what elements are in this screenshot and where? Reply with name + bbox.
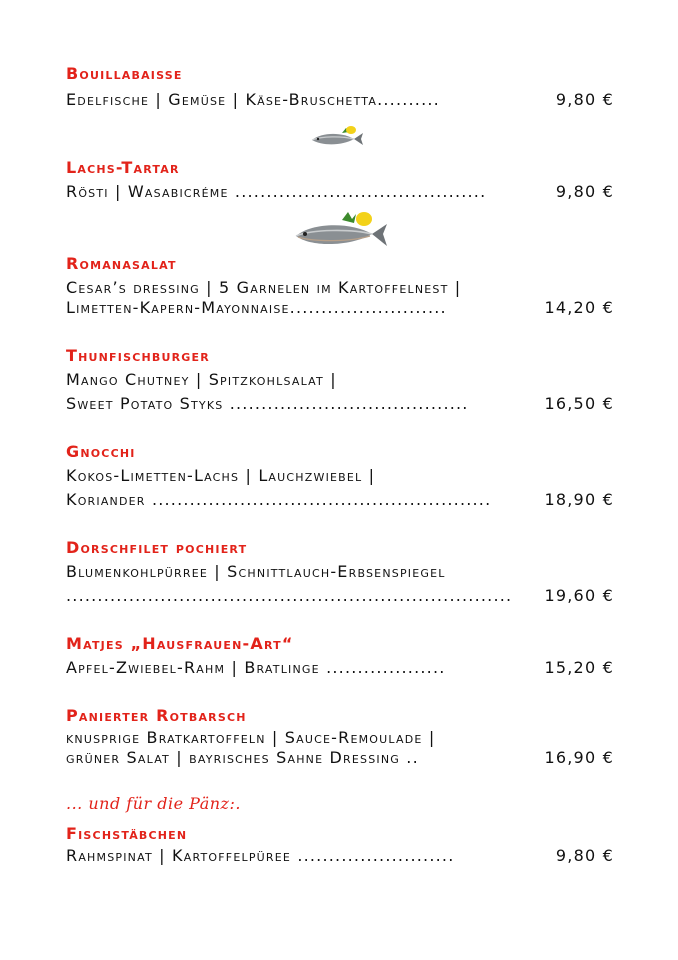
fish-icon	[290, 210, 388, 254]
dish-title: Romanasalat	[66, 254, 177, 273]
dish-description: knusprige Bratkartoffeln | Sauce-Remoulade |	[66, 728, 436, 747]
dish-title: Bouillabaisse	[66, 64, 183, 83]
dish-description: Koriander ......................................................	[66, 490, 492, 509]
dish-line	[66, 846, 614, 866]
dish-price: 19,60 €	[544, 586, 614, 605]
dish-title: Panierter Rotbarsch	[66, 706, 247, 725]
dish-description: grüner Salat | bayrisches Sahne Dressing ..	[66, 748, 419, 767]
dish-line	[66, 490, 614, 510]
dish-title: Fischstäbchen	[66, 824, 188, 843]
dish-line	[66, 562, 614, 582]
dish-price: 9,80 €	[555, 182, 614, 201]
dish-title: Lachs-Tartar	[66, 158, 180, 177]
dish-line	[66, 658, 614, 678]
dish-description: .......................................................................	[66, 586, 513, 605]
dish-line	[66, 728, 614, 748]
dish-line	[66, 586, 614, 606]
dish-description: Rösti | Wasabicréme ........................................	[66, 182, 487, 201]
dish-title: Thunfischburger	[66, 346, 210, 365]
dish-price: 16,50 €	[544, 394, 614, 413]
dish-line	[66, 90, 614, 110]
dish-line	[66, 370, 614, 390]
dish-line	[66, 466, 614, 486]
dish-description: Blumenkohlpürree | Schnittlauch-Erbsenspiegel	[66, 562, 446, 581]
dish-description: Limetten-Kapern-Mayonnaise.........................	[66, 298, 447, 317]
dish-line	[66, 182, 614, 202]
dish-line	[66, 748, 614, 768]
kids-heading: ... und für die Pänz:.	[66, 794, 241, 813]
dish-description: Apfel-Zwiebel-Rahm | Bratlinge ...................	[66, 658, 446, 677]
dish-line	[66, 278, 614, 298]
dish-title: Gnocchi	[66, 442, 136, 461]
dish-description: Mango Chutney | Spitzkohlsalat |	[66, 370, 337, 389]
dish-price: 14,20 €	[544, 298, 614, 317]
dish-price: 9,80 €	[555, 90, 614, 109]
dish-line	[66, 394, 614, 414]
fish-icon	[308, 124, 364, 152]
dish-title: Dorschfilet pochiert	[66, 538, 248, 557]
dish-description: Sweet Potato Styks ......................................	[66, 394, 469, 413]
dish-line	[66, 298, 614, 318]
dish-price: 9,80 €	[555, 846, 614, 865]
dish-description: Kokos-Limetten-Lachs | Lauchzwiebel |	[66, 466, 376, 485]
dish-price: 16,90 €	[544, 748, 614, 767]
dish-price: 15,20 €	[544, 658, 614, 677]
dish-price: 18,90 €	[544, 490, 614, 509]
dish-title: Matjes „Hausfrauen-Art“	[66, 634, 294, 653]
dish-description: Cesar’s dressing | 5 Garnelen im Kartoffelnest |	[66, 278, 462, 297]
dish-description: Edelfische | Gemüse | Käse-Bruschetta..........	[66, 90, 440, 109]
dish-description: Rahmspinat | Kartoffelpüree .........................	[66, 846, 455, 865]
